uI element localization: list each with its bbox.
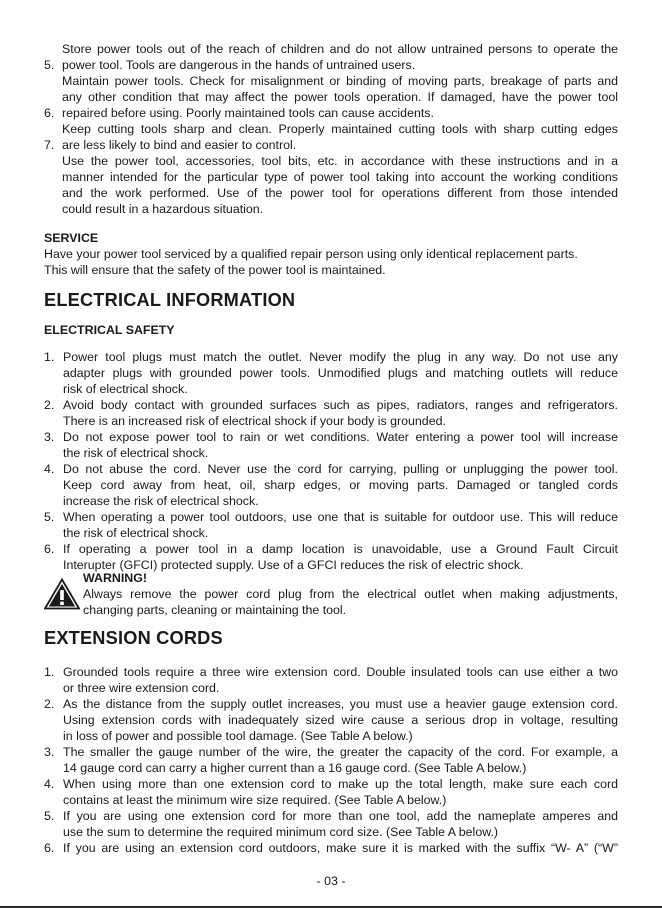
text-line: changing parts, cleaning or maintaining the tool. bbox=[83, 603, 347, 617]
text-line: in loss of power and possible tool damage. (See Table A below.) bbox=[63, 729, 413, 743]
list-item bbox=[44, 696, 618, 744]
list-item bbox=[44, 808, 618, 840]
list-number: 2. bbox=[44, 697, 55, 711]
text-line: 14 gauge cord can carry a higher current than a 16 gauge cord. (See Table A below.) bbox=[63, 761, 527, 775]
text-line: Keep cutting tools sharp and clean. Properly maintained cutting tools with sharp cutting edges bbox=[62, 122, 618, 136]
text-line: Do not expose power tool to rain or wet conditions. Water entering a power tool will increase bbox=[63, 430, 618, 444]
list-item bbox=[44, 776, 618, 808]
list-item bbox=[44, 429, 618, 461]
list-item bbox=[44, 541, 618, 573]
safety-rule-accessories bbox=[44, 153, 618, 217]
service-heading: SERVICE bbox=[44, 231, 99, 245]
list-item bbox=[44, 664, 618, 696]
list-item bbox=[44, 349, 618, 397]
warning-block bbox=[44, 570, 618, 618]
text-line: If operating a power tool in a damp location is unavoidable, use a Ground Fault Circuit bbox=[63, 542, 618, 556]
text-line: Keep cord away from heat, oil, sharp edges, or moving parts. Damaged or tangled cords bbox=[63, 478, 618, 492]
text-line: contains at least the minimum wire size required. (See Table A below.) bbox=[63, 793, 447, 807]
text-line: repaired before using. Poorly maintained tools can cause accidents. bbox=[62, 106, 434, 120]
rule-number: 5. bbox=[44, 58, 55, 72]
rule-number: 6. bbox=[44, 106, 55, 120]
text-line: the risk of electrical shock. bbox=[63, 526, 209, 540]
list-number: 4. bbox=[44, 777, 55, 791]
text-line: Use the power tool, accessories, tool bits, etc. in accordance with these instructions and in a bbox=[62, 154, 618, 168]
text-line: There is an increased risk of electrical shock if your body is grounded. bbox=[63, 414, 446, 428]
list-item bbox=[44, 509, 618, 541]
list-number: 6. bbox=[44, 542, 55, 556]
text-line: could result in a hazardous situation. bbox=[62, 202, 264, 216]
extension-cords-list bbox=[44, 664, 618, 856]
text-line: When using more than one extension cord to make up the total length, make sure each cord bbox=[63, 777, 618, 791]
service-section bbox=[44, 230, 618, 278]
list-number: 3. bbox=[44, 430, 55, 444]
text-line: The smaller the gauge number of the wire, the greater the capacity of the cord. For example, a bbox=[63, 745, 618, 759]
text-line: increase the risk of electrical shock. bbox=[63, 494, 259, 508]
text-line: are less likely to bind and easier to control. bbox=[62, 138, 297, 152]
text-line: Using extension cords with inadequately sized wire cause a serious drop in voltage, resulting bbox=[63, 713, 618, 727]
rule-number: 7. bbox=[44, 138, 55, 152]
electrical-information-heading: ELECTRICAL INFORMATION bbox=[44, 290, 296, 310]
text-line: the risk of electrical shock. bbox=[63, 446, 209, 460]
list-number: 1. bbox=[44, 350, 55, 364]
text-line: adapter plugs with grounded power tools. Unmodified plugs and matching outlets will reduce bbox=[63, 366, 618, 380]
text-line: risk of electrical shock. bbox=[63, 382, 188, 396]
list-number: 2. bbox=[44, 398, 55, 412]
text-line: and the work performed. Use of the power tool for operations different from those intended bbox=[62, 186, 618, 200]
text-line: When operating a power tool outdoors, use one that is suitable for outdoor use. This will reduce bbox=[63, 510, 618, 524]
text-line: Maintain power tools. Check for misalignment or binding of moving parts, breakage of parts and bbox=[62, 74, 618, 88]
text-line: Always remove the power cord plug from the electrical outlet when making adjustments, bbox=[83, 587, 618, 601]
text-line: Do not abuse the cord. Never use the cord for carrying, pulling or unplugging the power tool. bbox=[63, 462, 618, 476]
text-line: any other condition that may affect the power tools operation. If damaged, have the power tool bbox=[62, 90, 618, 104]
text-line: Grounded tools require a three wire extension cord. Double insulated tools can use either a two bbox=[63, 665, 618, 679]
electrical-safety-heading: ELECTRICAL SAFETY bbox=[44, 323, 175, 337]
text-line: If you are using an extension cord outdoors, make sure it is marked with the suffix “W- A” (“W” bbox=[63, 841, 618, 855]
general-safety-continued bbox=[44, 41, 618, 217]
text-line: If you are using one extension cord for more than one tool, add the nameplate amperes and bbox=[63, 809, 618, 823]
text-line: This will ensure that the safety of the power tool is maintained. bbox=[44, 263, 386, 277]
text-line: As the distance from the supply outlet increases, you must use a heavier gauge extension cord. bbox=[63, 697, 618, 711]
extension-cords-heading: EXTENSION CORDS bbox=[44, 628, 223, 648]
safety-rule-7 bbox=[44, 121, 618, 153]
page-number: - 03 - bbox=[316, 874, 346, 888]
warning-triangle-icon bbox=[44, 578, 80, 610]
warning-heading: WARNING! bbox=[83, 571, 148, 585]
text-line: Avoid body contact with grounded surfaces such as pipes, radiators, ranges and refrigerators. bbox=[63, 398, 618, 412]
text-line: Have your power tool serviced by a qualified repair person using only identical replacement parts. bbox=[44, 247, 578, 261]
list-number: 1. bbox=[44, 665, 55, 679]
text-line: Interupter (GFCI) protected supply. Use of a GFCI reduces the risk of electric shock. bbox=[63, 558, 524, 572]
text-line: or three wire extension cord. bbox=[63, 681, 220, 695]
text-line: manner intended for the particular type of power tool taking into account the working conditions bbox=[62, 170, 618, 184]
list-item bbox=[44, 397, 618, 429]
text-line: Store power tools out of the reach of children and do not allow untrained persons to operate the bbox=[62, 42, 618, 56]
list-item bbox=[44, 744, 618, 776]
list-number: 4. bbox=[44, 462, 55, 476]
list-number: 5. bbox=[44, 510, 55, 524]
list-item bbox=[44, 840, 618, 856]
list-item bbox=[44, 461, 618, 509]
safety-rule-5 bbox=[44, 41, 618, 73]
electrical-safety-list bbox=[44, 349, 618, 573]
list-number: 3. bbox=[44, 745, 55, 759]
list-number: 6. bbox=[44, 841, 55, 855]
text-line: power tool. Tools are dangerous in the hands of untrained users. bbox=[62, 58, 416, 72]
text-line: Power tool plugs must match the outlet. Never modify the plug in any way. Do not use any bbox=[63, 350, 618, 364]
text-line: use the sum to determine the required minimum cord size. (See Table A below.) bbox=[63, 825, 499, 839]
list-number: 5. bbox=[44, 809, 55, 823]
safety-rule-6 bbox=[44, 73, 618, 121]
